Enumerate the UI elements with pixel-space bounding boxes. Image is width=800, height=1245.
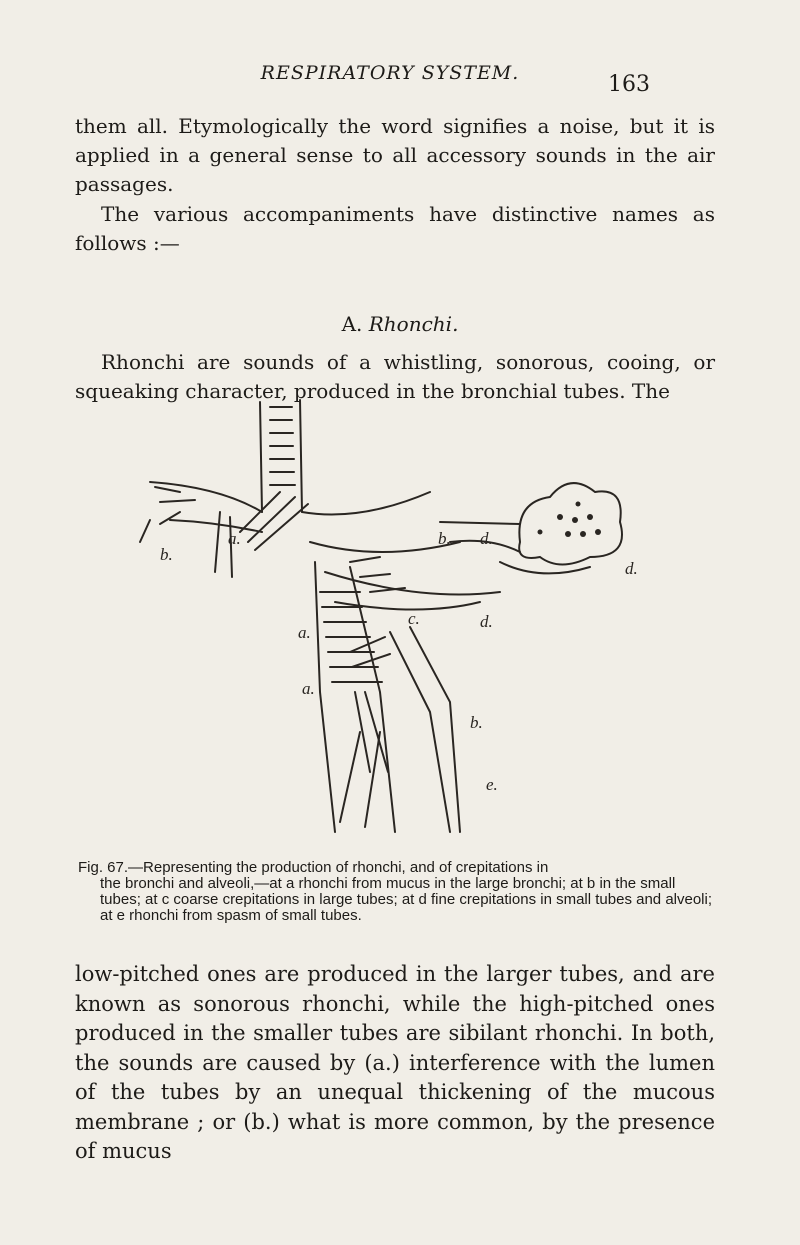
paragraph-1: them all. Etymologically the word signifies a noise, but it is applied in a general sense to all accessory sounds in the air passages. [75, 114, 715, 196]
caption-lead: Fig. 67.—Representing the production of rhonchi, and of crepitations in [78, 859, 549, 876]
section-title: Rhonchi. [368, 312, 459, 336]
figure-label-e: e. [486, 775, 498, 794]
paragraph-4: low-pitched ones are produced in the larger tubes, and are known as sonorous rhonchi, while the high-pitched ones produced in the smaller tubes are sibilant rhonchi. In both, the sounds are caused by (a.) interference with the lumen of the tubes by an unequal thickening of the mucous membrane ; or (b.) what is more common, by the presence of mucus [75, 962, 715, 1163]
figure-label-a-top: a. [228, 529, 241, 548]
paragraph-3: Rhonchi are sounds of a whistling, sonorous, cooing, or squeaking character, produced in the bronchial tubes. The [75, 350, 715, 403]
figure-label-a-middle: a. [298, 623, 311, 642]
figure-label-a-lower: a. [302, 679, 315, 698]
figure-label-b-left: b. [160, 545, 173, 564]
figure-label-d-lower: d. [480, 612, 493, 631]
figure-label-b-lower: b. [470, 713, 483, 732]
page-number: 163 [608, 72, 650, 97]
bronchi-illustration [120, 392, 640, 842]
running-head: RESPIRATORY SYSTEM. [260, 62, 520, 84]
caption-body: the bronchi and alveoli,—at a rhonchi from mucus in the large bronchi; at b in the small tubes; at c coarse crepitations in large tubes; at d fine crepitations in small tubes and alveoli; at e rhonchi from spasm of small tubes. [100, 875, 713, 924]
figure-label-c: c. [408, 609, 420, 628]
alveoli-dots [538, 502, 602, 538]
section-letter: A. [341, 312, 363, 336]
figure-label-b-upper: b. [438, 529, 451, 548]
bronchial-tree [140, 400, 622, 832]
paragraph-2: The various accompaniments have distinctive names as follows :— [75, 202, 715, 255]
figure-label-d-right: d. [625, 559, 638, 578]
section-heading [0, 312, 800, 336]
figure-label-d-mid: d. [480, 529, 493, 548]
figure-caption [78, 860, 718, 924]
